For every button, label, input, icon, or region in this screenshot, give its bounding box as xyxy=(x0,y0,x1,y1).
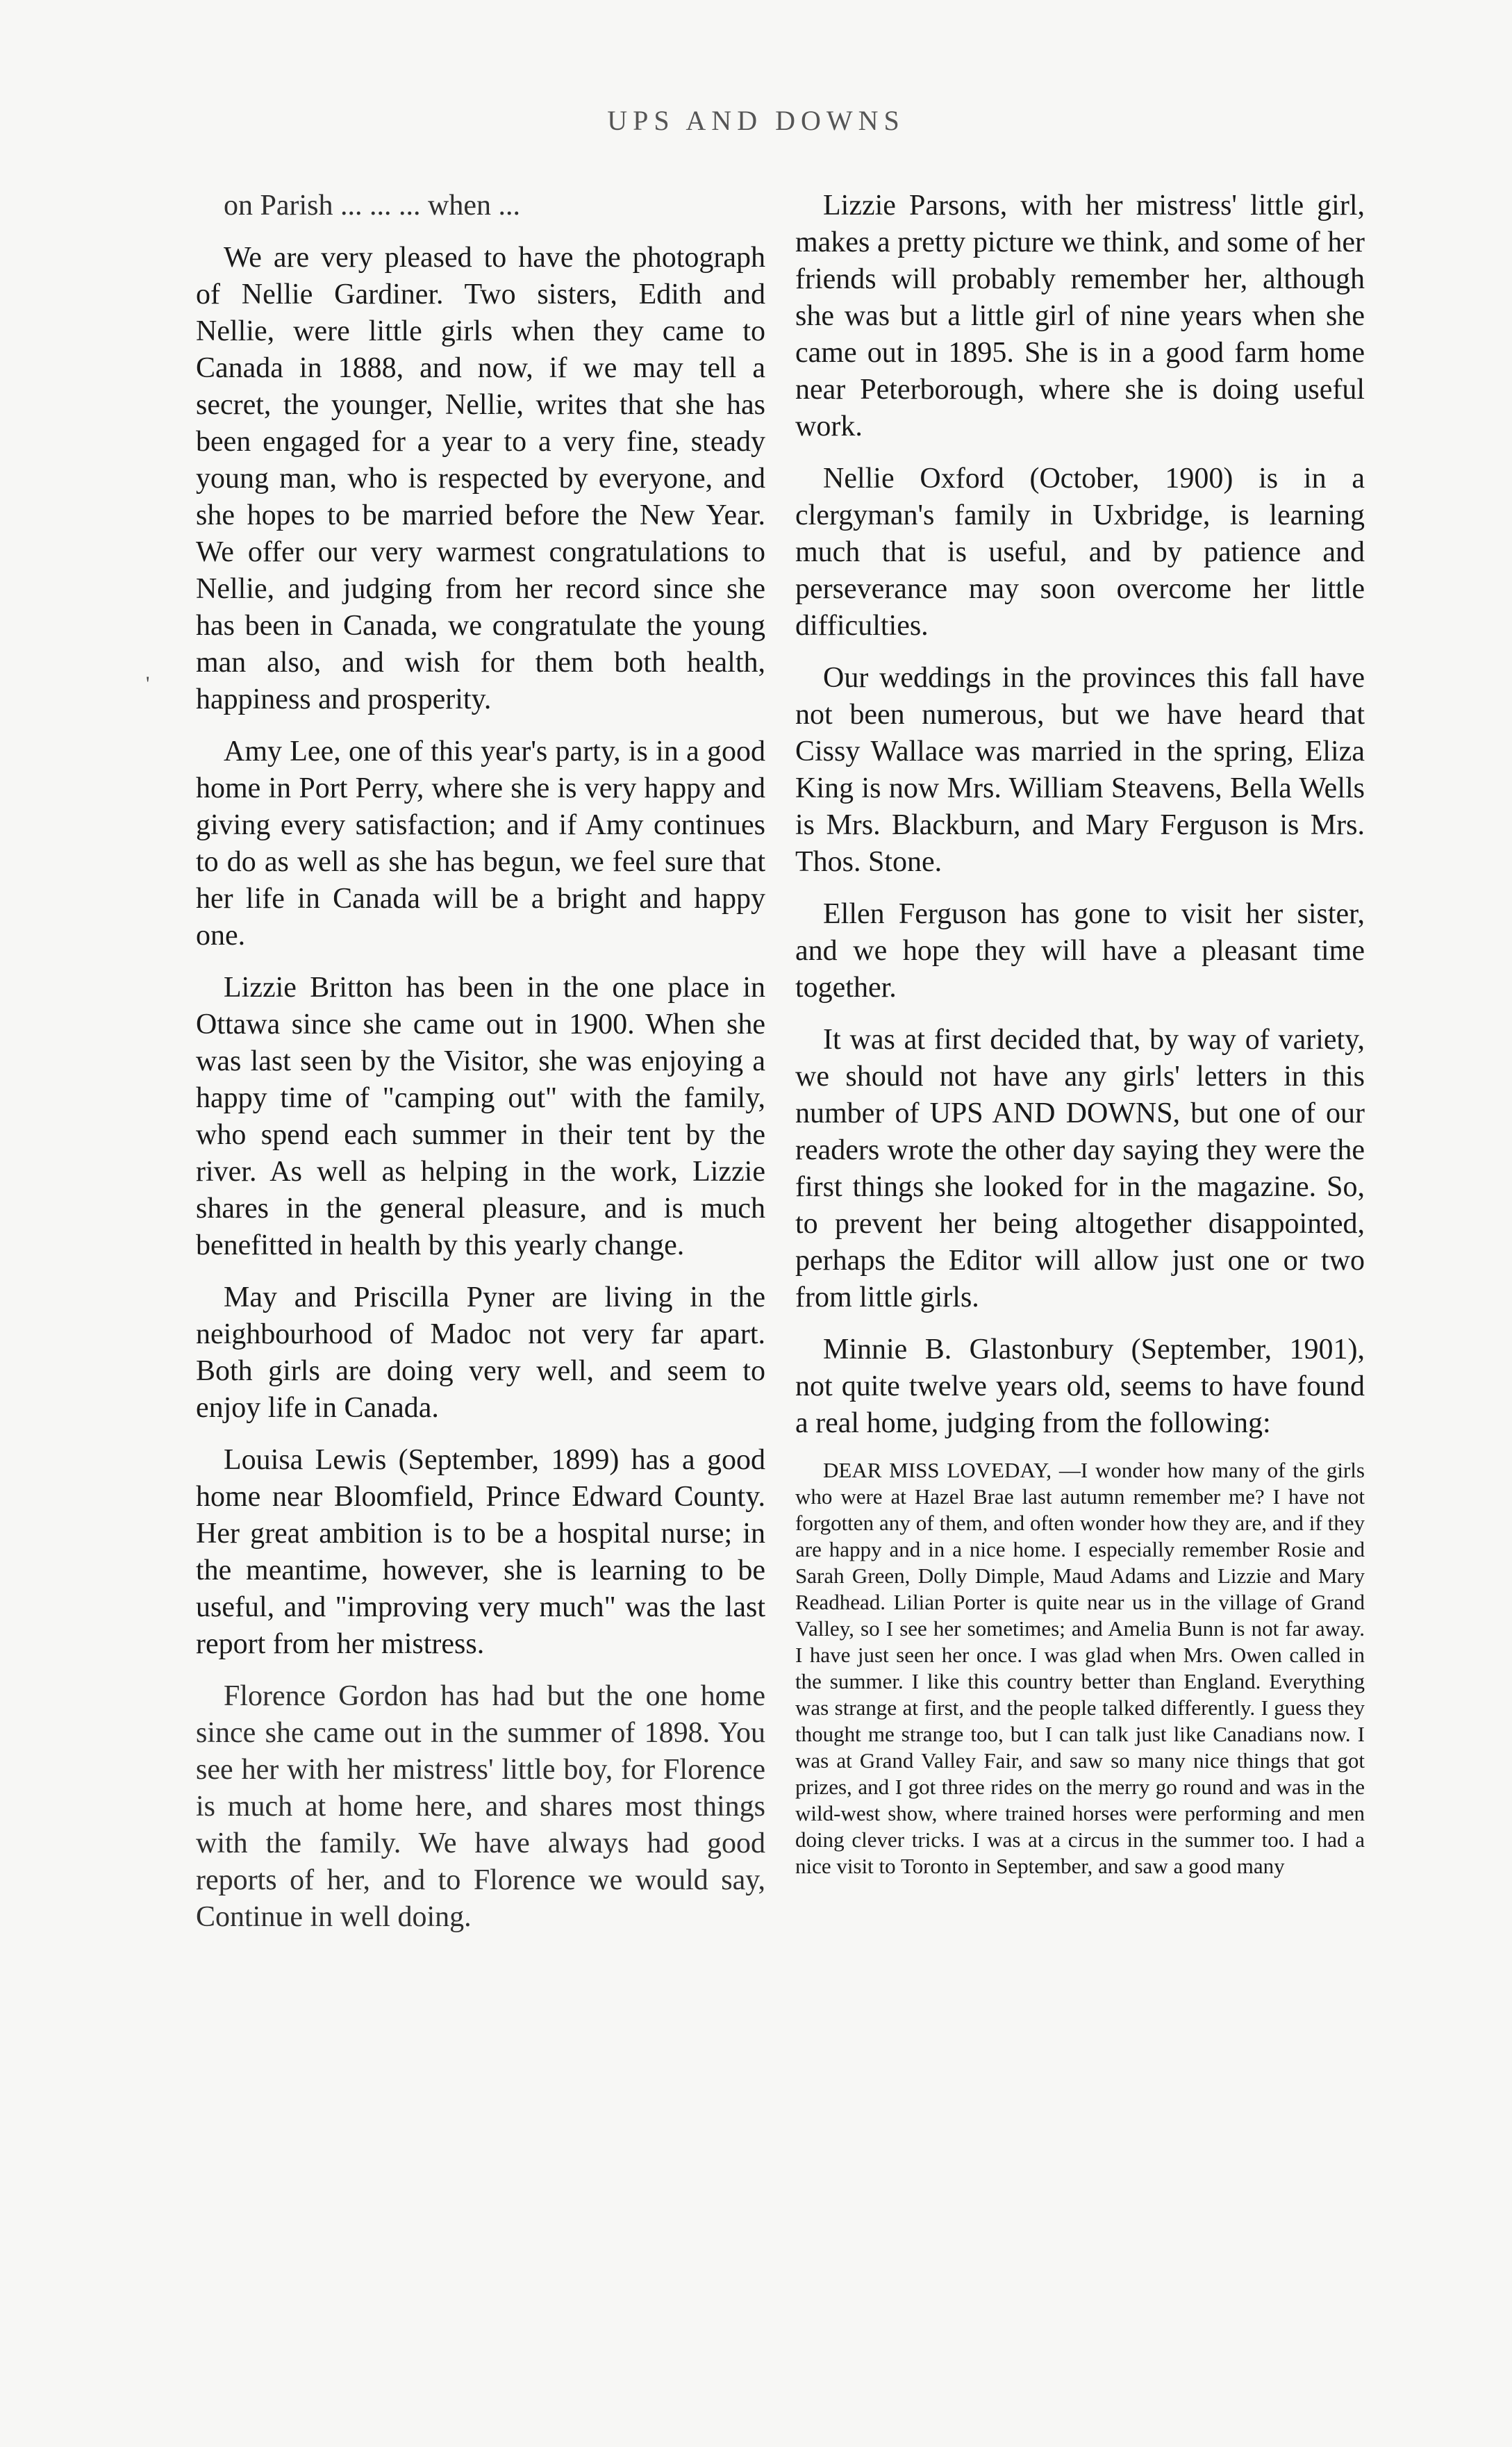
paragraph-intro: on Parish ... ... ... when ... xyxy=(224,190,520,222)
margin-mark: ' xyxy=(146,672,150,695)
paragraph-nellie-oxford: Nellie Oxford (October, 1900) is in a clergyman's family in Uxbridge, is learning much that is useful, and by patience and perseverance may soon overcome her little difficulties. xyxy=(795,463,1365,642)
paragraph-lizzie-britton: Lizzie Britton has been in the one place in Ottawa since she came out in 1900. When she was last seen by the Visitor, she was enjoying a happy time of "camping out" with the family, who spend each summer in their tent by the river. As well as helping in the work, Lizzie shares in the general pleasure, and is much benefitted in health by this yearly change. xyxy=(196,972,765,1261)
paragraph-amy-lee: Amy Lee, one of this year's party, is in a good home in Port Perry, where she is very happy and giving every satisfaction; and if Amy continues to do as well as she has begun, we feel sure that her life in Canada will be a bright and happy one. xyxy=(196,736,765,952)
paragraph-ellen-ferguson: Ellen Ferguson has gone to visit her sister, and we hope they will have a pleasant time together. xyxy=(795,898,1365,1004)
paragraph-weddings: Our weddings in the provinces this fall have not been numerous, but we have heard that Cissy Wallace was married in the spring, Eliza King is now Mrs. William Steavens, Bella Wells is Mrs. Blackburn, and Mary Ferguson is Mrs. Thos. Stone. xyxy=(795,662,1365,878)
paragraph-girls-letters: It was at first decided that, by way of variety, we should not have any girls' letters in this number of UPS AND DOWNS, but one of our readers wrote the other day saying they were the first things she looked for in the magazine. So, to prevent her being altogether disappointed, perhaps the Editor will allow just one or two from little girls. xyxy=(795,1024,1365,1313)
paragraph-minnie-glastonbury: Minnie B. Glastonbury (September, 1901), not quite twelve years old, seems to have found a real home, judging from the following: xyxy=(795,1334,1365,1439)
paragraph-lizzie-parsons: Lizzie Parsons, with her mistress' little girl, makes a pretty picture we think, and some of her friends will probably remember her, although she was but a little girl of nine years when she came out in 1895. She is in a good farm home near Peterborough, where she is doing useful work. xyxy=(795,190,1365,442)
left-column xyxy=(196,188,765,1951)
right-column xyxy=(795,188,1365,1895)
paragraph-florence-gordon: Florence Gordon has had but the one home since she came out in the summer of 1898. You see her with her mistress' little boy, for Florence is much at home here, and shares most things with the family. We have always had good reports of her, and to Florence we would say, Continue in well doing. xyxy=(196,1680,765,1933)
letter-text: DEAR MISS LOVEDAY, —I wonder how many of the girls who were at Hazel Brae last autumn remember me? I have not forgotten any of them, and often wonder how they are, and if they are happy and in a nice home. I especially remember Rosie and Sarah Green, Dolly Dimple, Maud Adams and Lizzie and Mary Readhead. Lilian Porter is quite near us in the village of Grand Valley, so I see her sometimes; and Amelia Bunn is not far away. I have just seen her once. I was glad when Mrs. Owen called in the summer. I like this country better than England. Everything was strange at first, and the people talked differently. I guess they thought me strange too, but I can talk just like Canadians now. I was at Grand Valley Fair, and saw so many nice things that got prizes, and I got three rides on the merry go round and was in the wild-west show, where trained horses were performing and men doing clever tricks. I was at a circus in the summer too. I had a nice visit to Toronto in September, and saw a good many xyxy=(795,1458,1365,1878)
paragraph-louisa-lewis: Louisa Lewis (September, 1899) has a good home near Bloomfield, Prince Edward County. Her great ambition is to be a hospital nurse; in the meantime, however, she is learning to be useful, and "improving very much" was the last report from her mistress. xyxy=(196,1444,765,1660)
paragraph-pyner-sisters: May and Priscilla Pyner are living in the neighbourhood of Madoc not very far apart. Both girls are doing very well, and seem to enjoy life in Canada. xyxy=(196,1281,765,1424)
paragraph-nellie-gardiner: We are very pleased to have the photograph of Nellie Gardiner. Two sisters, Edith and Nellie, were little girls when they came to Canada in 1888, and now, if we may tell a secret, the younger, Nellie, writes that she has been engaged for a year to a very fine, steady young man, who is respected by everyone, and she hopes to be married before the New Year. We offer our very warmest congratulations to Nellie, and judging from her record since she has been in Canada, we congratulate the young man also, and wish for them both health, happiness and prosperity. xyxy=(196,242,765,715)
running-header: UPS AND DOWNS xyxy=(607,105,905,136)
